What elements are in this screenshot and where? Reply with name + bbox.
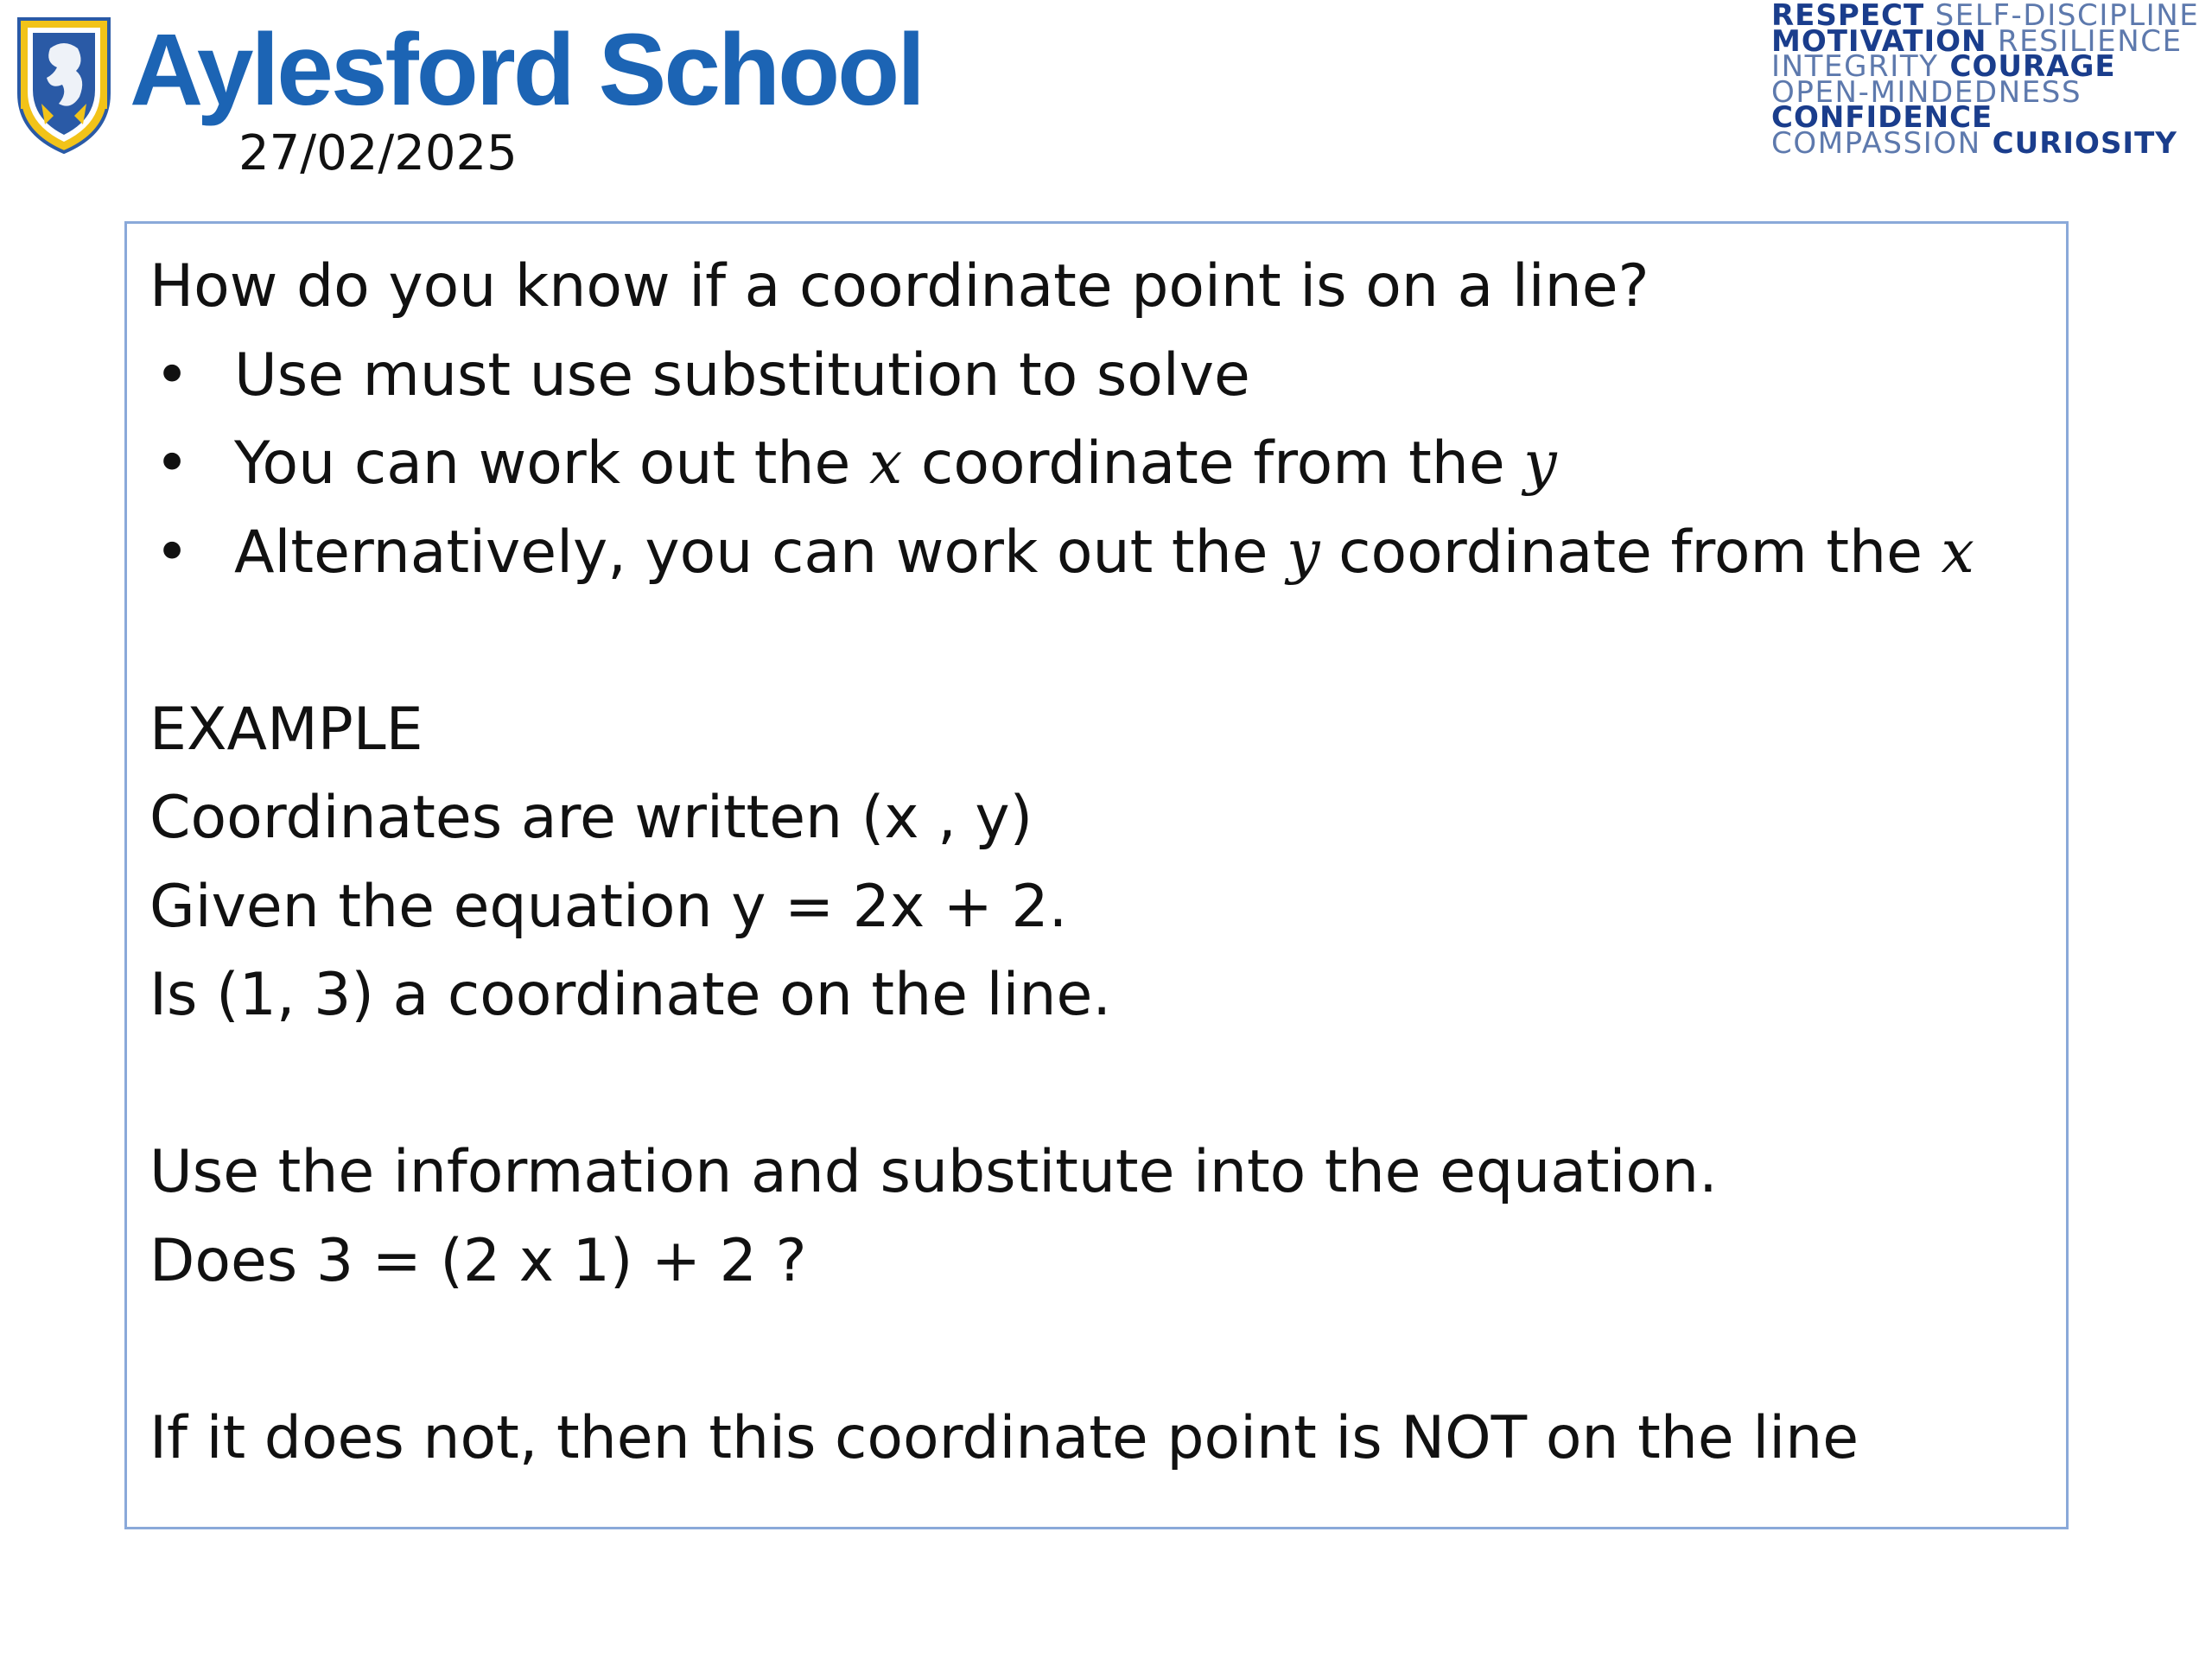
bullet-text-part: coordinate from the: [902, 429, 1524, 498]
math-variable: y: [1287, 518, 1320, 587]
method-line: Does 3 = (2 x 1) + 2 ?: [149, 1226, 807, 1295]
math-variable: x: [1941, 518, 1974, 587]
bullet-marker: •: [155, 518, 190, 587]
value-word: INTEGRITY: [1771, 49, 1939, 84]
bullet-item: [149, 332, 2049, 421]
value-word: CURIOSITY: [1980, 125, 2177, 161]
bullet-text: Use must use substitution to solve: [234, 340, 1250, 410]
bullet-text: [234, 509, 1974, 598]
bullet-marker: •: [155, 340, 190, 410]
value-word: COMPASSION: [1771, 125, 1981, 161]
bullet-text-part: coordinate from the: [1319, 518, 1942, 587]
value-word: RESILIENCE: [1986, 23, 2183, 59]
bullet-text: [234, 420, 1557, 509]
value-word: OPEN-MINDEDNESS: [1771, 74, 2082, 110]
bullet-marker: •: [155, 429, 190, 498]
lesson-date: 27/02/2025: [238, 125, 518, 181]
example-line: Coordinates are written (x , y): [149, 784, 1033, 852]
school-crest-icon: [16, 14, 112, 156]
method-line: Use the information and substitute into the equation.: [149, 1138, 1718, 1206]
school-values: [1771, 0, 2203, 161]
math-variable: y: [1523, 429, 1557, 498]
question-heading: How do you know if a coordinate point is on a line?: [149, 252, 1649, 321]
value-word: MOTIVATION: [1771, 23, 1987, 59]
value-word: COURAGE: [1938, 49, 2116, 84]
values-row: [1771, 125, 2203, 161]
value-word: SELF-DISCIPLINE: [1924, 0, 2200, 33]
spacer: [149, 1306, 2049, 1395]
bullet-text-part: Alternatively, you can work out the: [234, 518, 1287, 587]
bullet-item: [149, 509, 2049, 598]
example-heading: EXAMPLE: [149, 695, 423, 764]
example-line: Given the equation y = 2x + 2.: [149, 872, 1068, 941]
content-box: [124, 221, 2069, 1529]
content-text: [149, 243, 2049, 1483]
school-name: Aylesford School: [130, 13, 924, 127]
bullet-item: [149, 420, 2049, 509]
conclusion-line: If it does not, then this coordinate point is NOT on the line: [149, 1403, 1859, 1472]
example-line: Is (1, 3) a coordinate on the line.: [149, 961, 1111, 1029]
value-word: RESPECT: [1771, 0, 1925, 33]
spacer: [149, 1040, 2049, 1129]
bullet-text-part: You can work out the: [234, 429, 869, 498]
math-variable: x: [868, 429, 903, 498]
spacer: [149, 597, 2049, 686]
value-word: CONFIDENCE: [1771, 100, 1993, 135]
